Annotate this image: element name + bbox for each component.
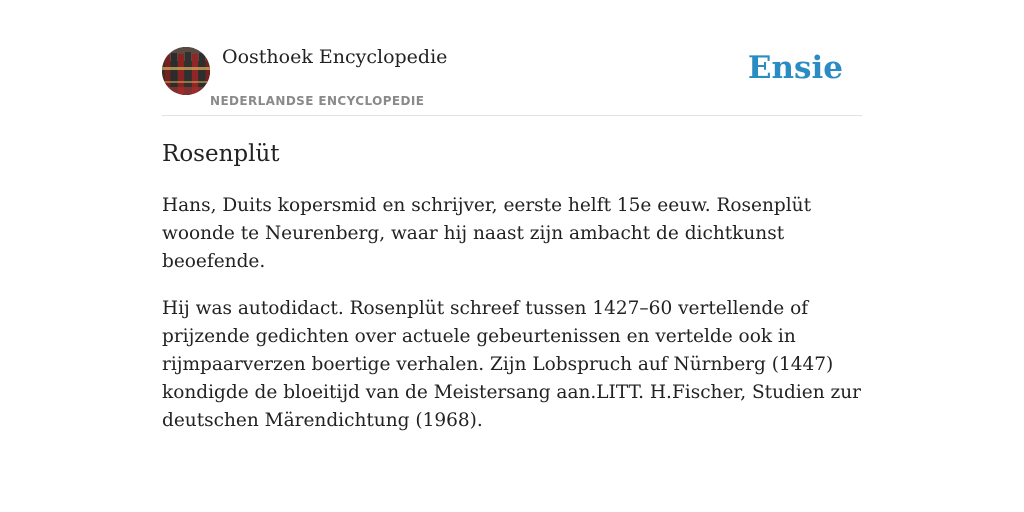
encyclopedia-books-icon[interactable] — [162, 47, 210, 95]
article-title: Rosenplüt — [162, 141, 280, 167]
site-subtitle: NEDERLANDSE ENCYCLOPEDIE — [210, 94, 425, 108]
site-title-link[interactable]: Oosthoek Encyclopedie — [222, 46, 448, 68]
article-paragraph: Hans, Duits kopersmid en schrijver, eerste helft 15e eeuw. Rosenplüt woonde te Neurenberg, waar hij naast zijn ambacht de dichtkunst beoefende. — [162, 195, 811, 272]
article — [162, 138, 862, 435]
site-header — [162, 40, 862, 116]
article-body — [162, 192, 862, 435]
article-paragraph: Hij was autodidact. Rosenplüt schreef tussen 1427–60 vertellende of prijzende gedichten over actuele gebeurtenissen en vertelde ook in rijmpaarverzen boertige verhalen. Zijn Lobspruch auf Nürnberg (1447) kondigde de bloeitijd van de Meistersang aan.LITT. H.Fischer, Studien zur deutschen Märendichtung (1968). — [162, 298, 862, 431]
ensie-logo-link[interactable]: Ensie — [747, 50, 843, 86]
